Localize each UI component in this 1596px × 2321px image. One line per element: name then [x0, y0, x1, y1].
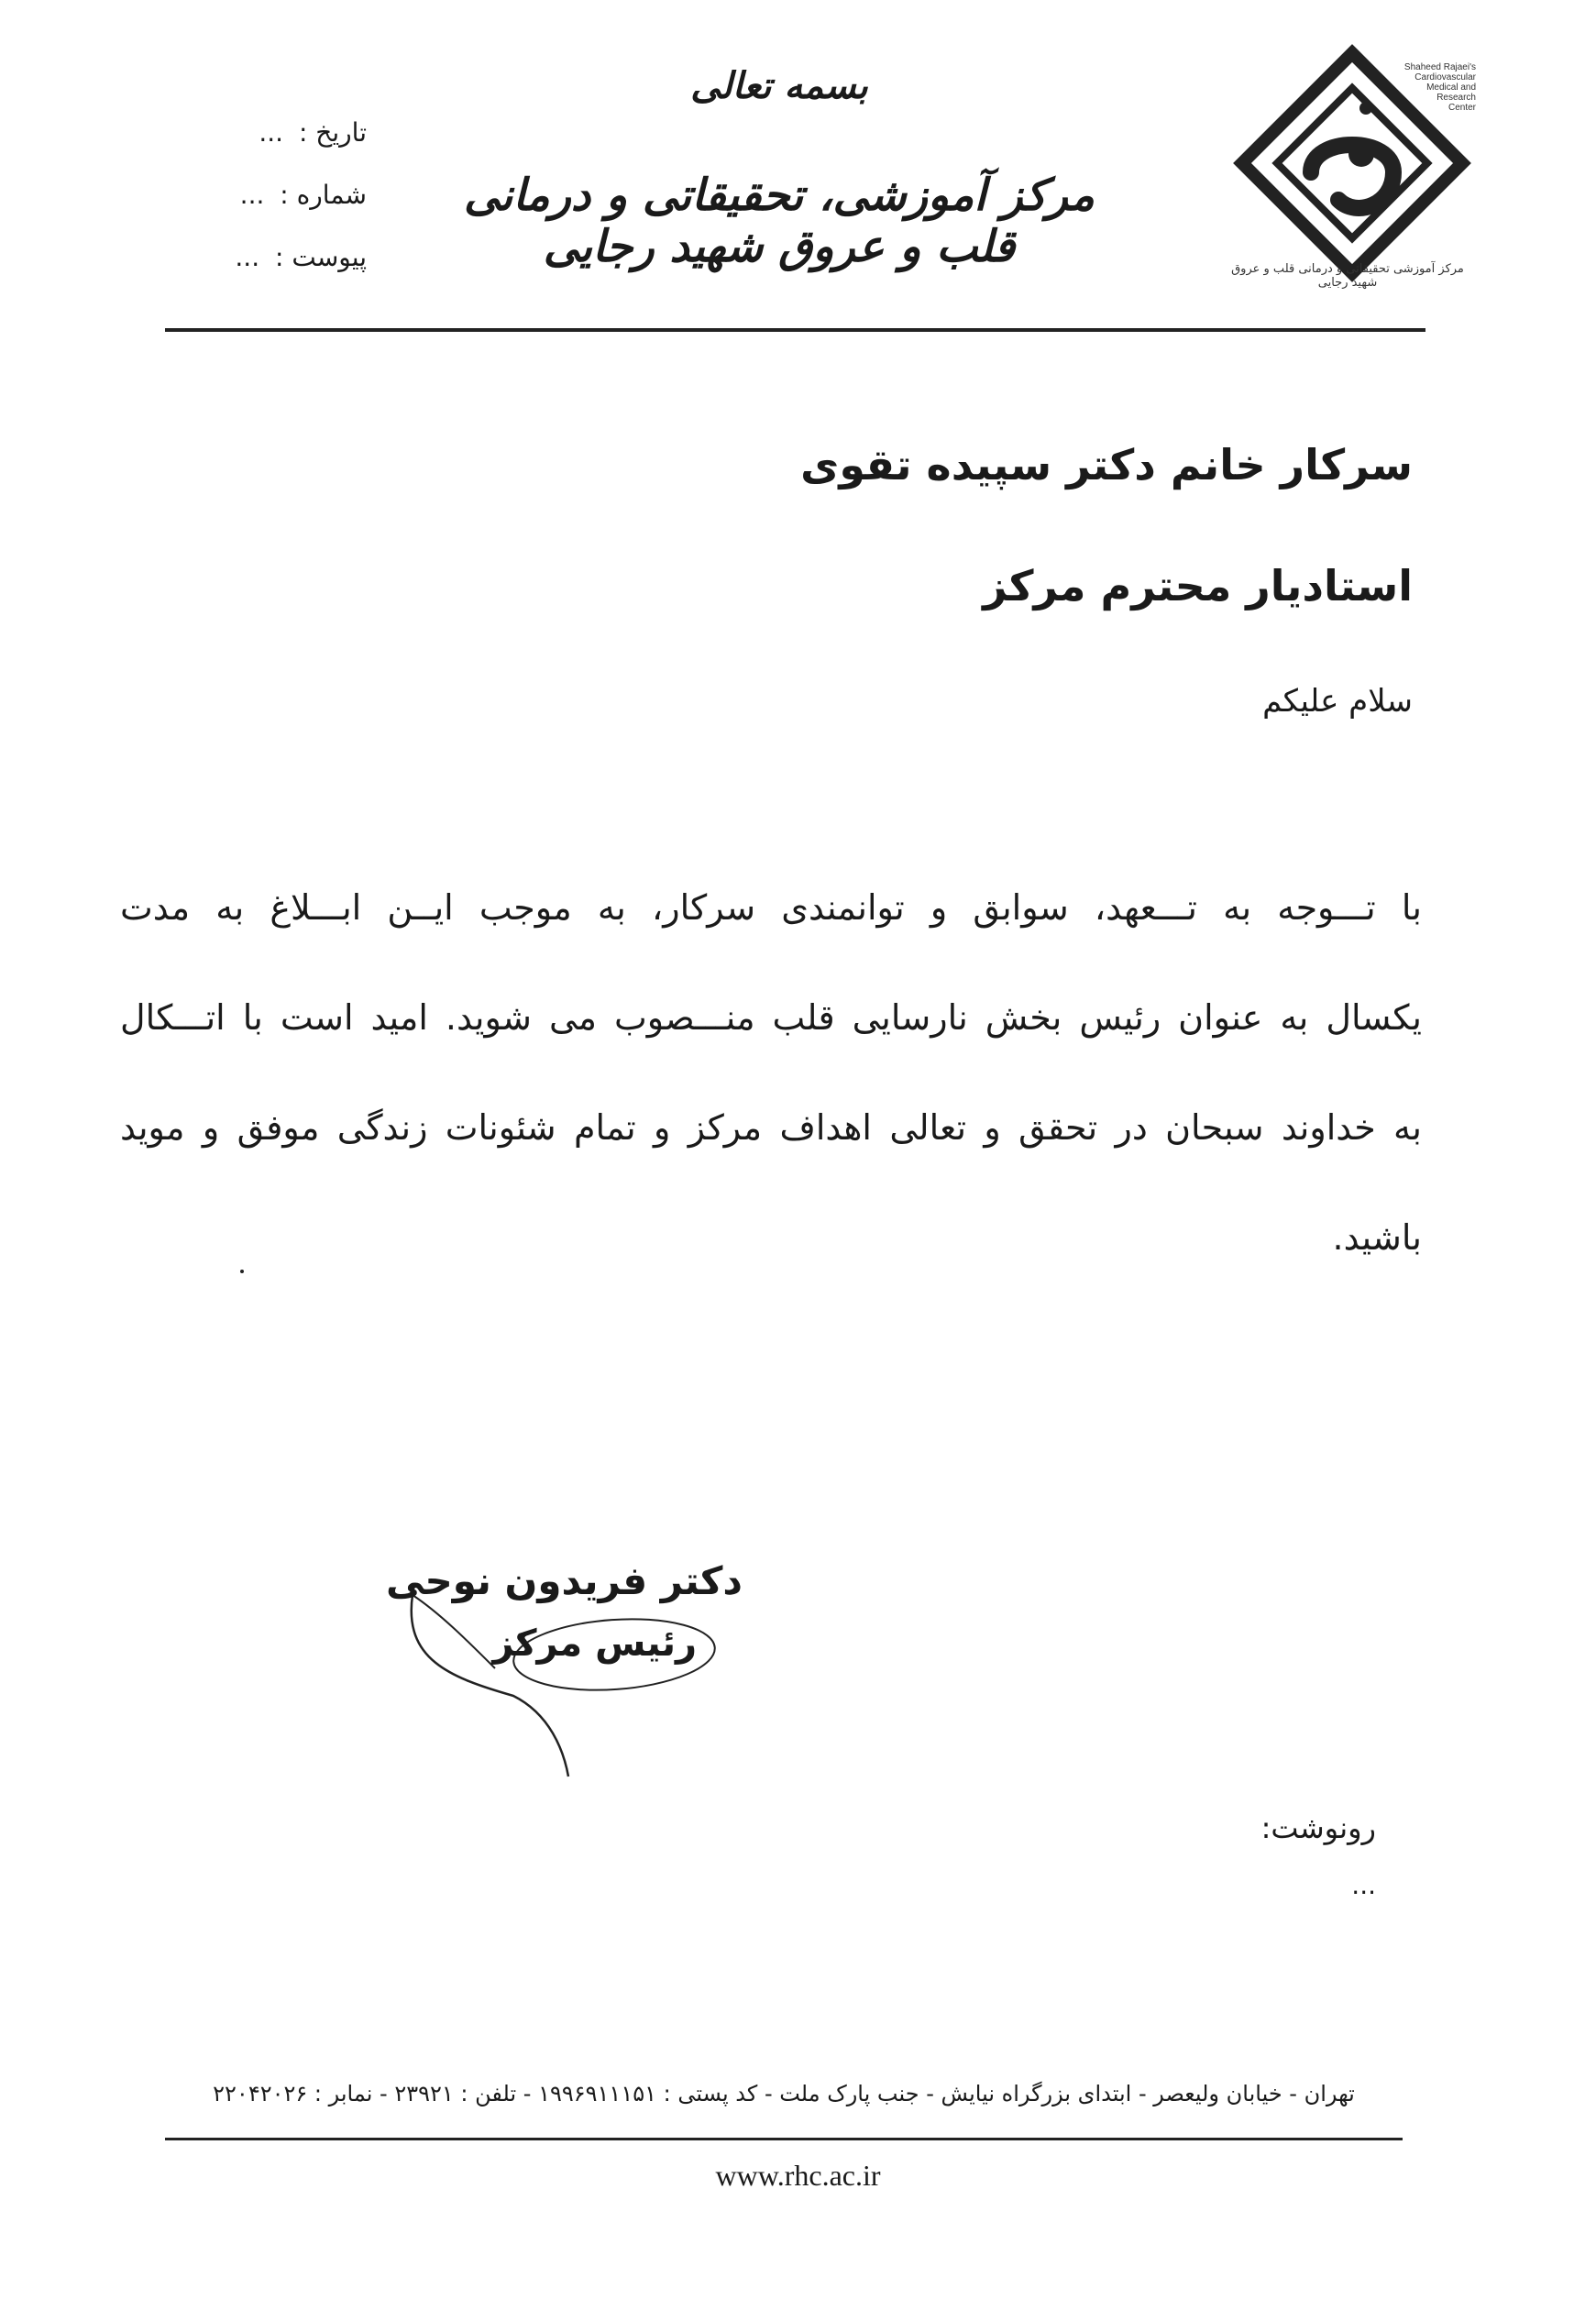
- attachment-row: [165, 242, 367, 304]
- recipient-name: سرکار خانم دکتر سپیده تقوی: [800, 440, 1413, 490]
- website-link[interactable]: www.rhc.ac.ir: [715, 2159, 881, 2192]
- signature-block: [385, 1540, 770, 1778]
- date-label: تاریخ :: [298, 117, 367, 148]
- number-value: ...: [239, 180, 265, 210]
- body-line: یکسال به عنوان رئیس بخش نارسایی قلب منـــصوب می شوید. امید است با اتـــکال: [120, 997, 1422, 1038]
- letter-body: [120, 880, 1422, 1320]
- signatory-name: دکتر فریدون نوحی: [386, 1558, 743, 1603]
- body-line: با تـــوجه به تـــعهد، سوابق و توانمندی سرکار، به موجب ایــن ابـــلاغ به مدت: [120, 887, 1422, 928]
- recipient-title: استادیار محترم مرکز: [983, 561, 1413, 610]
- logo-english-text: Shaheed Rajaei's Cardiovascular Medical and Research Center: [1403, 62, 1476, 113]
- date-row: [165, 117, 367, 180]
- footer-address: تهران - خیابان ولیعصر - ابتدای بزرگراه نیایش - جنب پارک ملت - کد پستی : ۱۹۹۶۹۱۱۱۵۱ - تلفن : ۲۳۹۲۱ - نمابر : ۲۲۰۴۲۰۲۶: [213, 2081, 1355, 2106]
- letter-meta: [165, 117, 367, 304]
- center-logo: [1228, 44, 1476, 301]
- ink-speck: [240, 1270, 244, 1273]
- header-divider: [165, 328, 1425, 332]
- date-value: ...: [259, 117, 284, 148]
- number-row: [165, 180, 367, 242]
- attachment-value: ...: [235, 242, 260, 272]
- logo-persian-text: مرکز آموزشی تحقیقاتی و درمانی قلب و عروق شهید رجایی: [1231, 262, 1464, 290]
- number-label: شماره :: [280, 180, 367, 210]
- cc-label: رونوشت:: [1260, 1810, 1376, 1845]
- greeting: سلام علیکم: [1262, 683, 1413, 720]
- basmala: بسمه تعالی: [690, 64, 868, 107]
- body-line: به خداوند سبحان در تحقق و تعالی اهداف مرکز و تمام شئونات زندگی موفق و موید: [120, 1107, 1422, 1148]
- attachment-label: پیوست :: [275, 242, 367, 272]
- center-name: مرکز آموزشی، تحقیقاتی و درمانی قلب و عروق شهید رجایی: [464, 170, 1095, 272]
- footer-divider: [165, 2138, 1403, 2140]
- signatory-role: رئیس مرکز: [492, 1622, 697, 1665]
- body-line: باشید.: [1332, 1217, 1422, 1258]
- cc-value: ...: [1351, 1870, 1376, 1900]
